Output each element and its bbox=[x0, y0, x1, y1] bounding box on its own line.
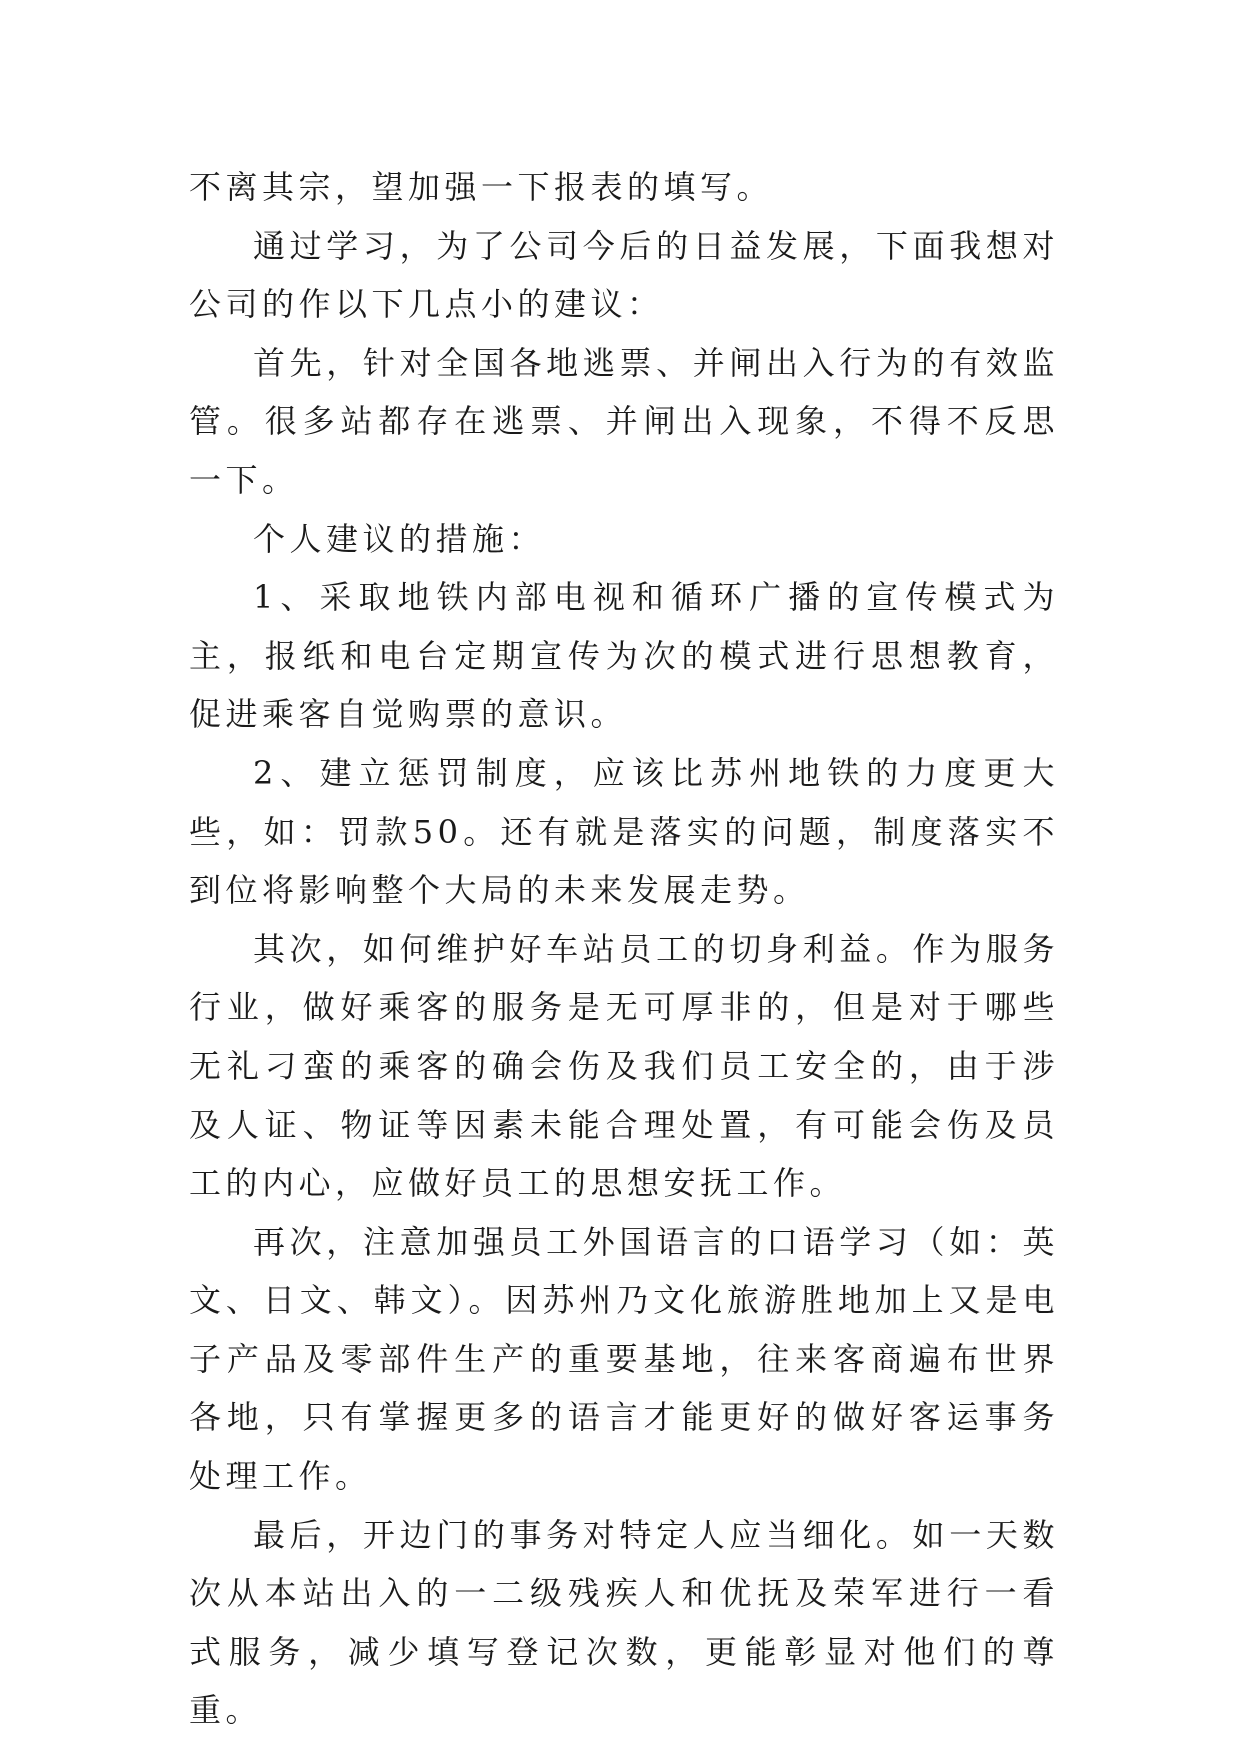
paragraph: 不离其宗，望加强一下报表的填写。 bbox=[189, 168, 774, 206]
paragraph: 最后，开边门的事务对特定人应当细化。如一天数次从本站出入的一二级残疾人和优抚及荣军进行一看式服务，减少填写登记次数，更能彰显对他们的尊重。 bbox=[189, 1515, 1059, 1730]
paragraph: 2、建立惩罚制度，应该比苏州地铁的力度更大些，如：罚款50。还有就是落实的问题，制度落实不到位将影响整个大局的未来发展走势。 bbox=[189, 753, 1059, 910]
paragraph: 其次，如何维护好车站员工的切身利益。作为服务行业，做好乘客的服务是无可厚非的，但是对于哪些无礼刁蛮的乘客的确会伤及我们员工安全的，由于涉及人证、物证等因素未能合理处置，有可能会伤及员工的内心，应做好员工的思想安抚工作。 bbox=[189, 929, 1059, 1203]
paragraph: 1、采取地铁内部电视和循环广播的宣传模式为主，报纸和电台定期宣传为次的模式进行思想教育，促进乘客自觉购票的意识。 bbox=[189, 578, 1059, 734]
paragraph: 通过学习，为了公司今后的日益发展，下面我想对公司的作以下几点小的建议： bbox=[189, 226, 1059, 324]
paragraph: 再次，注意加强员工外国语言的口语学习（如：英文、日文、韩文）。因苏州乃文化旅游胜地加上又是电子产品及零部件生产的重要基地，往来客商遍布世界各地，只有掌握更多的语言才能更好的做好客运事务处理工作。 bbox=[189, 1222, 1059, 1496]
document-body bbox=[189, 158, 1059, 1740]
paragraph: 首先，针对全国各地逃票、并闸出入行为的有效监管。很多站都存在逃票、并闸出入现象，不得不反思一下。 bbox=[189, 343, 1059, 499]
paragraph: 个人建议的措施： bbox=[253, 519, 546, 558]
